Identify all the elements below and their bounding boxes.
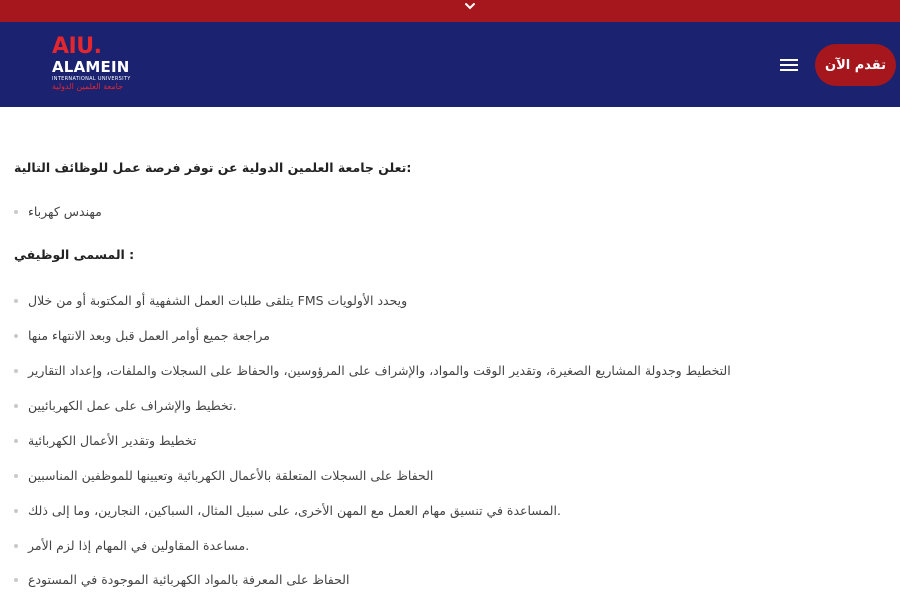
list-item — [0, 325, 900, 349]
bullet-icon — [14, 544, 18, 548]
list-item — [0, 535, 900, 559]
bullet-icon — [14, 369, 18, 373]
job-posting-content — [0, 107, 900, 594]
list-item — [0, 360, 900, 384]
duty-text: الحفاظ على السجلات المتعلقة بالأعمال الكهربائية وتعيينها للموظفين المناسبين — [28, 468, 434, 483]
apply-now-button[interactable]: تقدم الآن — [815, 44, 896, 86]
list-item — [0, 465, 900, 489]
bullet-icon — [14, 439, 18, 443]
list-item — [0, 290, 900, 314]
bullet-icon — [14, 404, 18, 408]
university-logo[interactable] — [50, 34, 140, 96]
duty-text: .المساعدة في تنسيق مهام العمل مع المهن الأخرى، على سبيل المثال، السباكين، النجارين، وما إلى ذلك — [28, 503, 561, 518]
duty-text: .مساعدة المقاولين في المهام إذا لزم الأمر — [28, 538, 250, 553]
list-item — [0, 569, 900, 593]
logo-mark: AIU. — [52, 34, 102, 59]
intro-text: :تعلن جامعة العلمين الدولية عن توفر فرصة عمل للوظائف التالية — [14, 160, 412, 175]
bullet-icon — [14, 509, 18, 513]
bullet-icon — [14, 474, 18, 478]
list-item — [0, 430, 900, 454]
chevron-down-icon[interactable] — [463, 0, 477, 14]
list-item — [0, 500, 900, 524]
intro-heading — [0, 157, 900, 181]
position-text: مهندس كهرباء — [28, 204, 102, 219]
duty-text: الحفاظ على المعرفة بالمواد الكهربائية الموجودة في المستودع — [28, 572, 350, 587]
job-title-heading — [0, 244, 900, 268]
hamburger-menu-icon[interactable] — [778, 56, 800, 74]
logo-arabic-name: جامعة العلمين الدولية — [52, 82, 124, 91]
bullet-icon — [14, 578, 18, 582]
list-item — [0, 395, 900, 419]
duty-text: التخطيط وجدولة المشاريع الصغيرة، وتقدير الوقت والمواد، والإشراف على المرؤوسين، والحفاظ على السجلات والملفات، وإعداد التقارير — [28, 363, 731, 378]
duty-text: .تخطيط والإشراف على عمل الكهربائيين — [28, 398, 237, 413]
duty-text: تخطيط وتقدير الأعمال الكهربائية — [28, 433, 197, 448]
top-red-bar — [0, 0, 900, 22]
job-title-heading-text: : المسمى الوظيفي — [14, 247, 135, 262]
bullet-icon — [14, 334, 18, 338]
site-header — [0, 22, 900, 107]
logo-subtitle: INTERNATIONAL UNIVERSITY — [52, 76, 131, 82]
logo-name: ALAMEIN — [52, 58, 130, 76]
duty-text: مراجعة جميع أوامر العمل قبل وبعد الانتهاء منها — [28, 328, 270, 343]
bullet-icon — [14, 299, 18, 303]
list-item — [0, 201, 900, 225]
duty-text: ويحدد الأولويات FMS يتلقى طلبات العمل الشفهية أو المكتوبة أو من خلال — [28, 293, 408, 308]
bullet-icon — [14, 210, 18, 214]
